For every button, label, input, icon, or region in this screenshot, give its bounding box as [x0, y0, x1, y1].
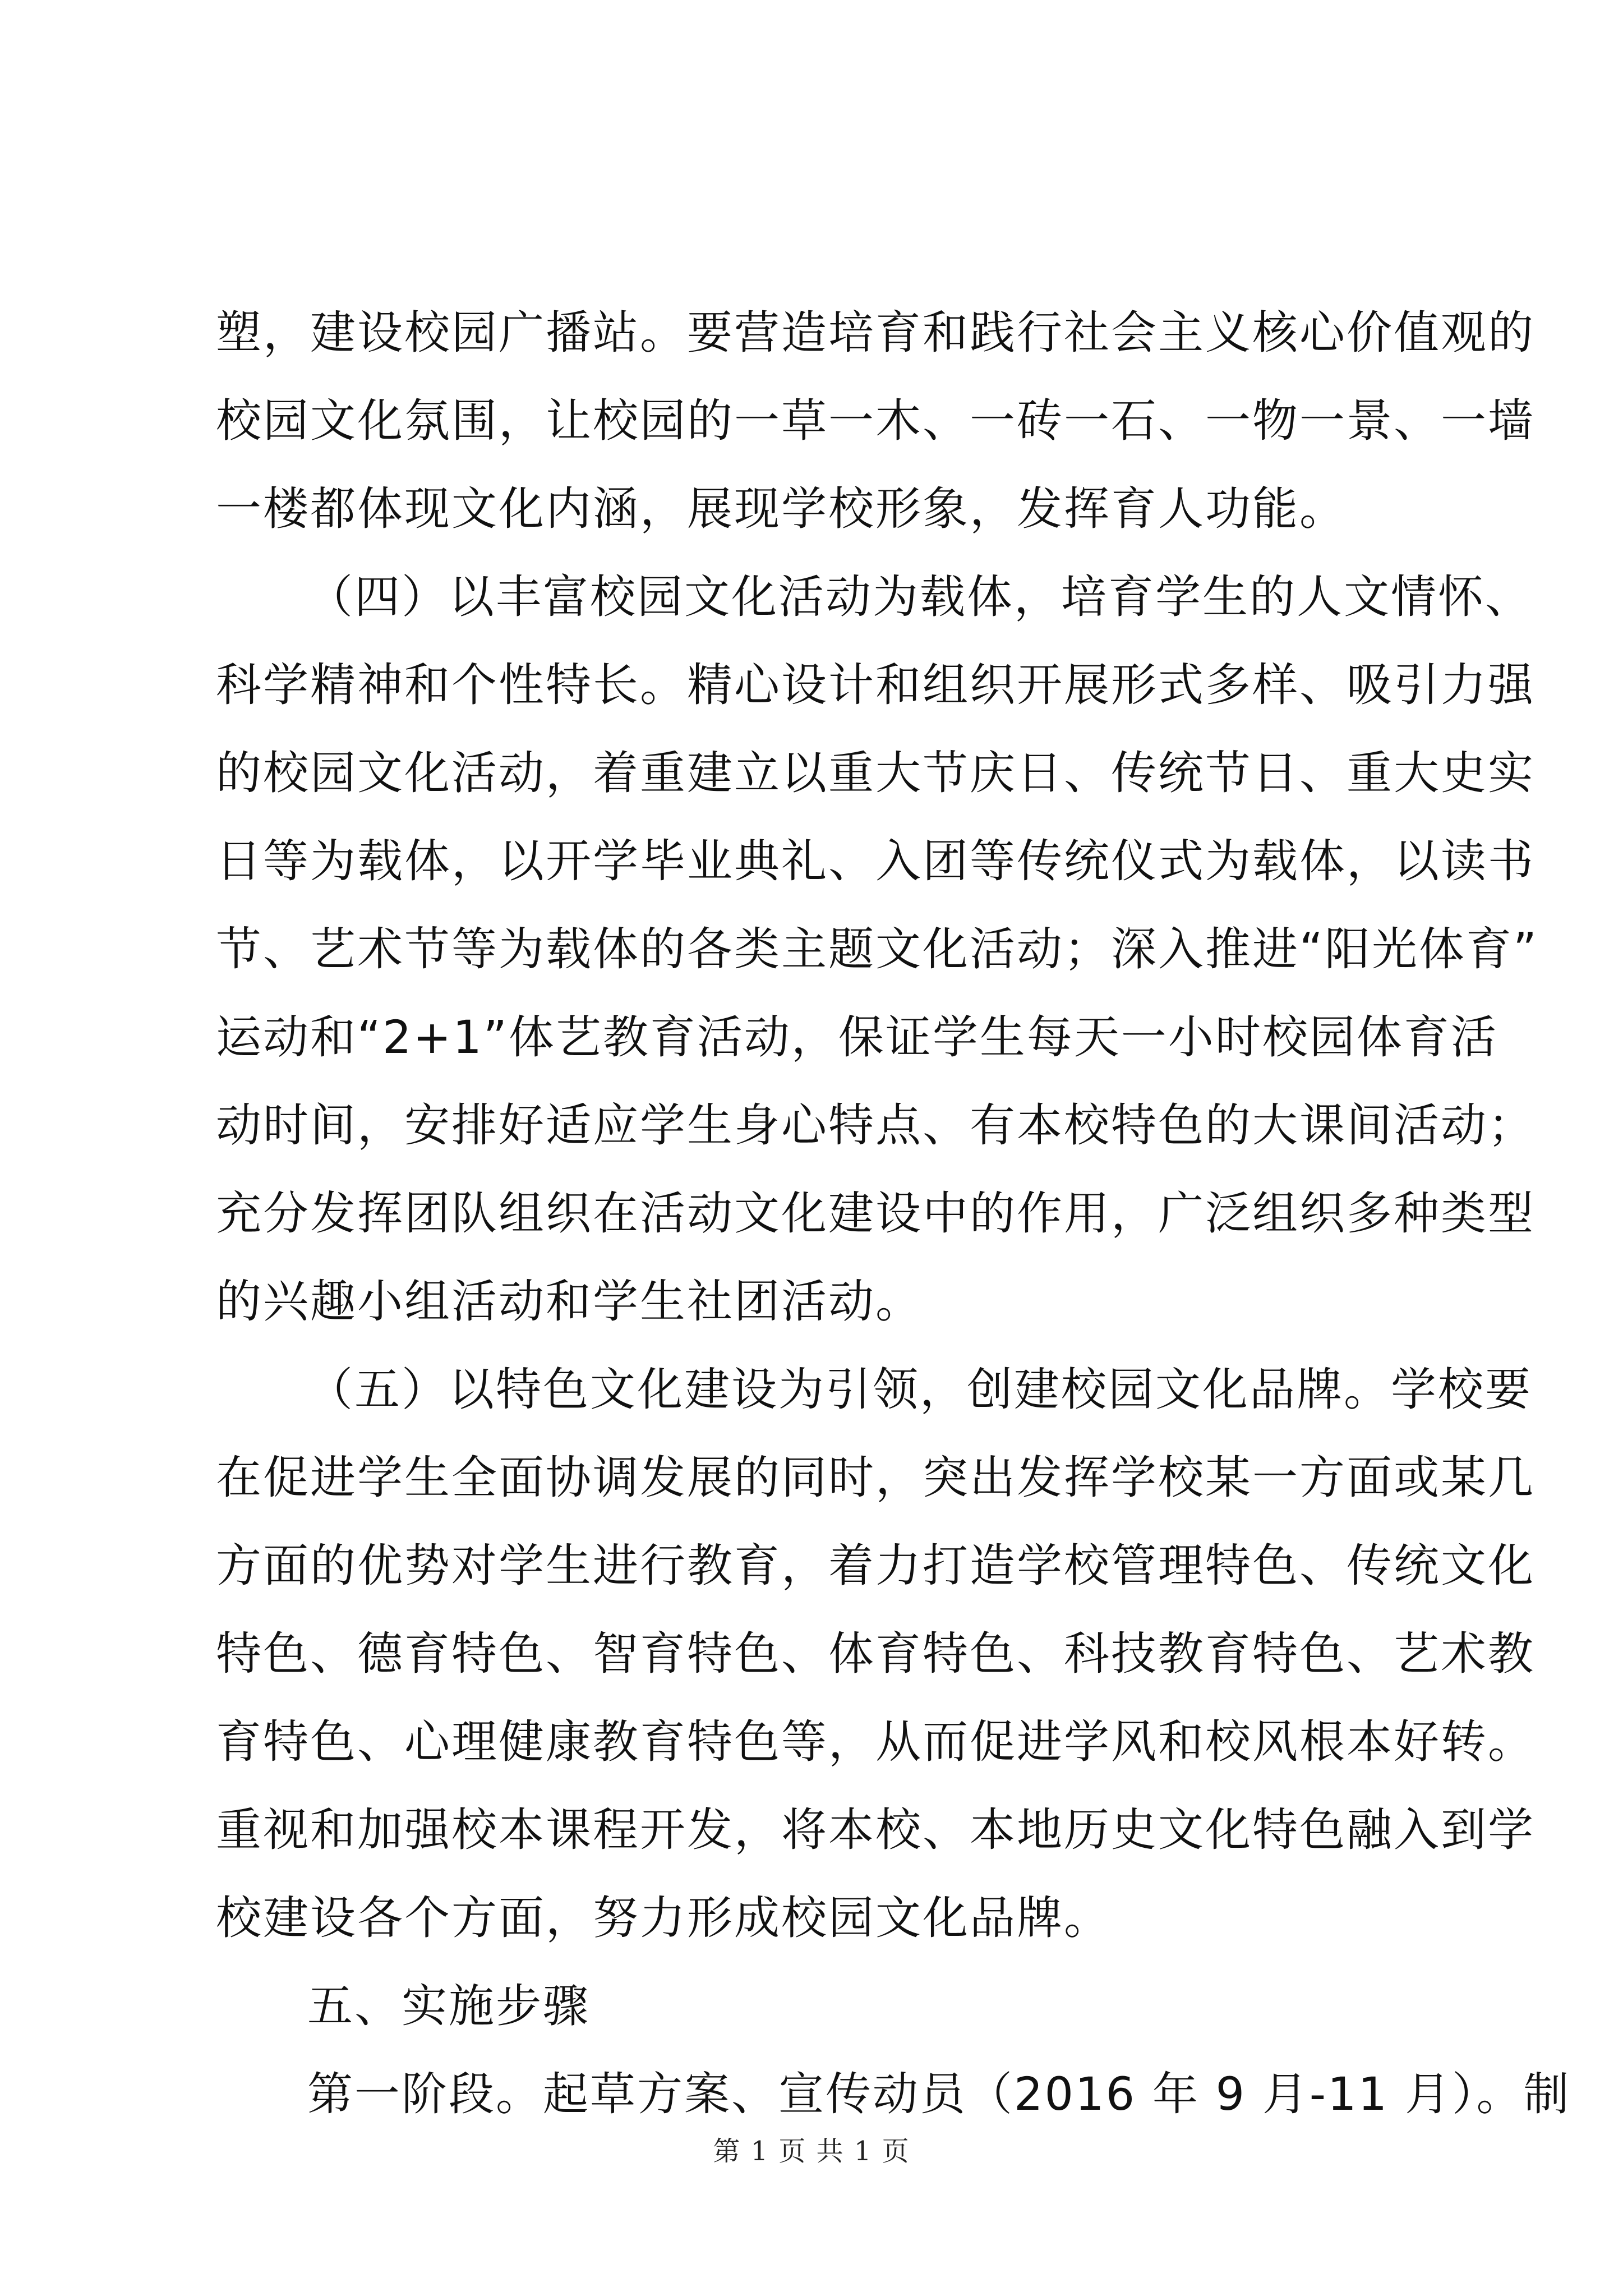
text-line: 重视和加强校本课程开发，将本校、本地历史文化特色融入到学 — [216, 1804, 1536, 1857]
text-line: 特色、德育特色、智育特色、体育特色、科技教育特色、艺术教 — [216, 1628, 1536, 1681]
text-line: 节、艺术节等为载体的各类主题文化活动；深入推进“阳光体育” — [216, 923, 1538, 976]
text-line: 运动和“2+1”体艺教育活动，保证学生每天一小时校园体育活 — [216, 1011, 1498, 1064]
text-line: 日等为载体，以开学毕业典礼、入团等传统仪式为载体，以读书 — [216, 835, 1536, 888]
text-line: 充分发挥团队组织在活动文化建设中的作用，广泛组织多种类型 — [216, 1188, 1536, 1240]
text-line: 校园文化氛围，让校园的一草一木、一砖一石、一物一景、一墙 — [216, 395, 1536, 448]
text-line: 育特色、心理健康教育特色等，从而促进学风和校风根本好转。 — [216, 1716, 1536, 1769]
paragraph-heading-4: （四）以丰富校园文化活动为载体，培育学生的人文情怀、 — [307, 571, 1533, 624]
page-number-footer: 第 1 页 共 1 页 — [713, 2136, 910, 2167]
section-heading: 五、实施步骤 — [307, 1980, 591, 2033]
text-line: 一楼都体现文化内涵，展现学校形象，发挥育人功能。 — [216, 483, 1347, 536]
text-line: 第一阶段。起草方案、宣传动员（2016 年 9 月-11 月）。制 — [307, 2068, 1571, 2121]
text-line: 动时间，安排好适应学生身心特点、有本校特色的大课间活动； — [216, 1099, 1536, 1152]
text-line: 校建设各个方面，努力形成校园文化品牌。 — [216, 1892, 1112, 1945]
text-line: 方面的优势对学生进行教育，着力打造学校管理特色、传统文化 — [216, 1540, 1536, 1593]
text-line: 的校园文化活动，着重建立以重大节庆日、传统节日、重大史实 — [216, 747, 1536, 800]
paragraph-heading-5: （五）以特色文化建设为引领，创建校园文化品牌。学校要 — [307, 1364, 1533, 1416]
text-line: 塑，建设校园广播站。要营造培育和践行社会主义核心价值观的 — [216, 307, 1536, 360]
text-line: 在促进学生全面协调发展的同时，突出发挥学校某一方面或某几 — [216, 1452, 1536, 1504]
text-line: 科学精神和个性特长。精心设计和组织开展形式多样、吸引力强 — [216, 659, 1536, 712]
text-line: 的兴趣小组活动和学生社团活动。 — [216, 1276, 923, 1328]
